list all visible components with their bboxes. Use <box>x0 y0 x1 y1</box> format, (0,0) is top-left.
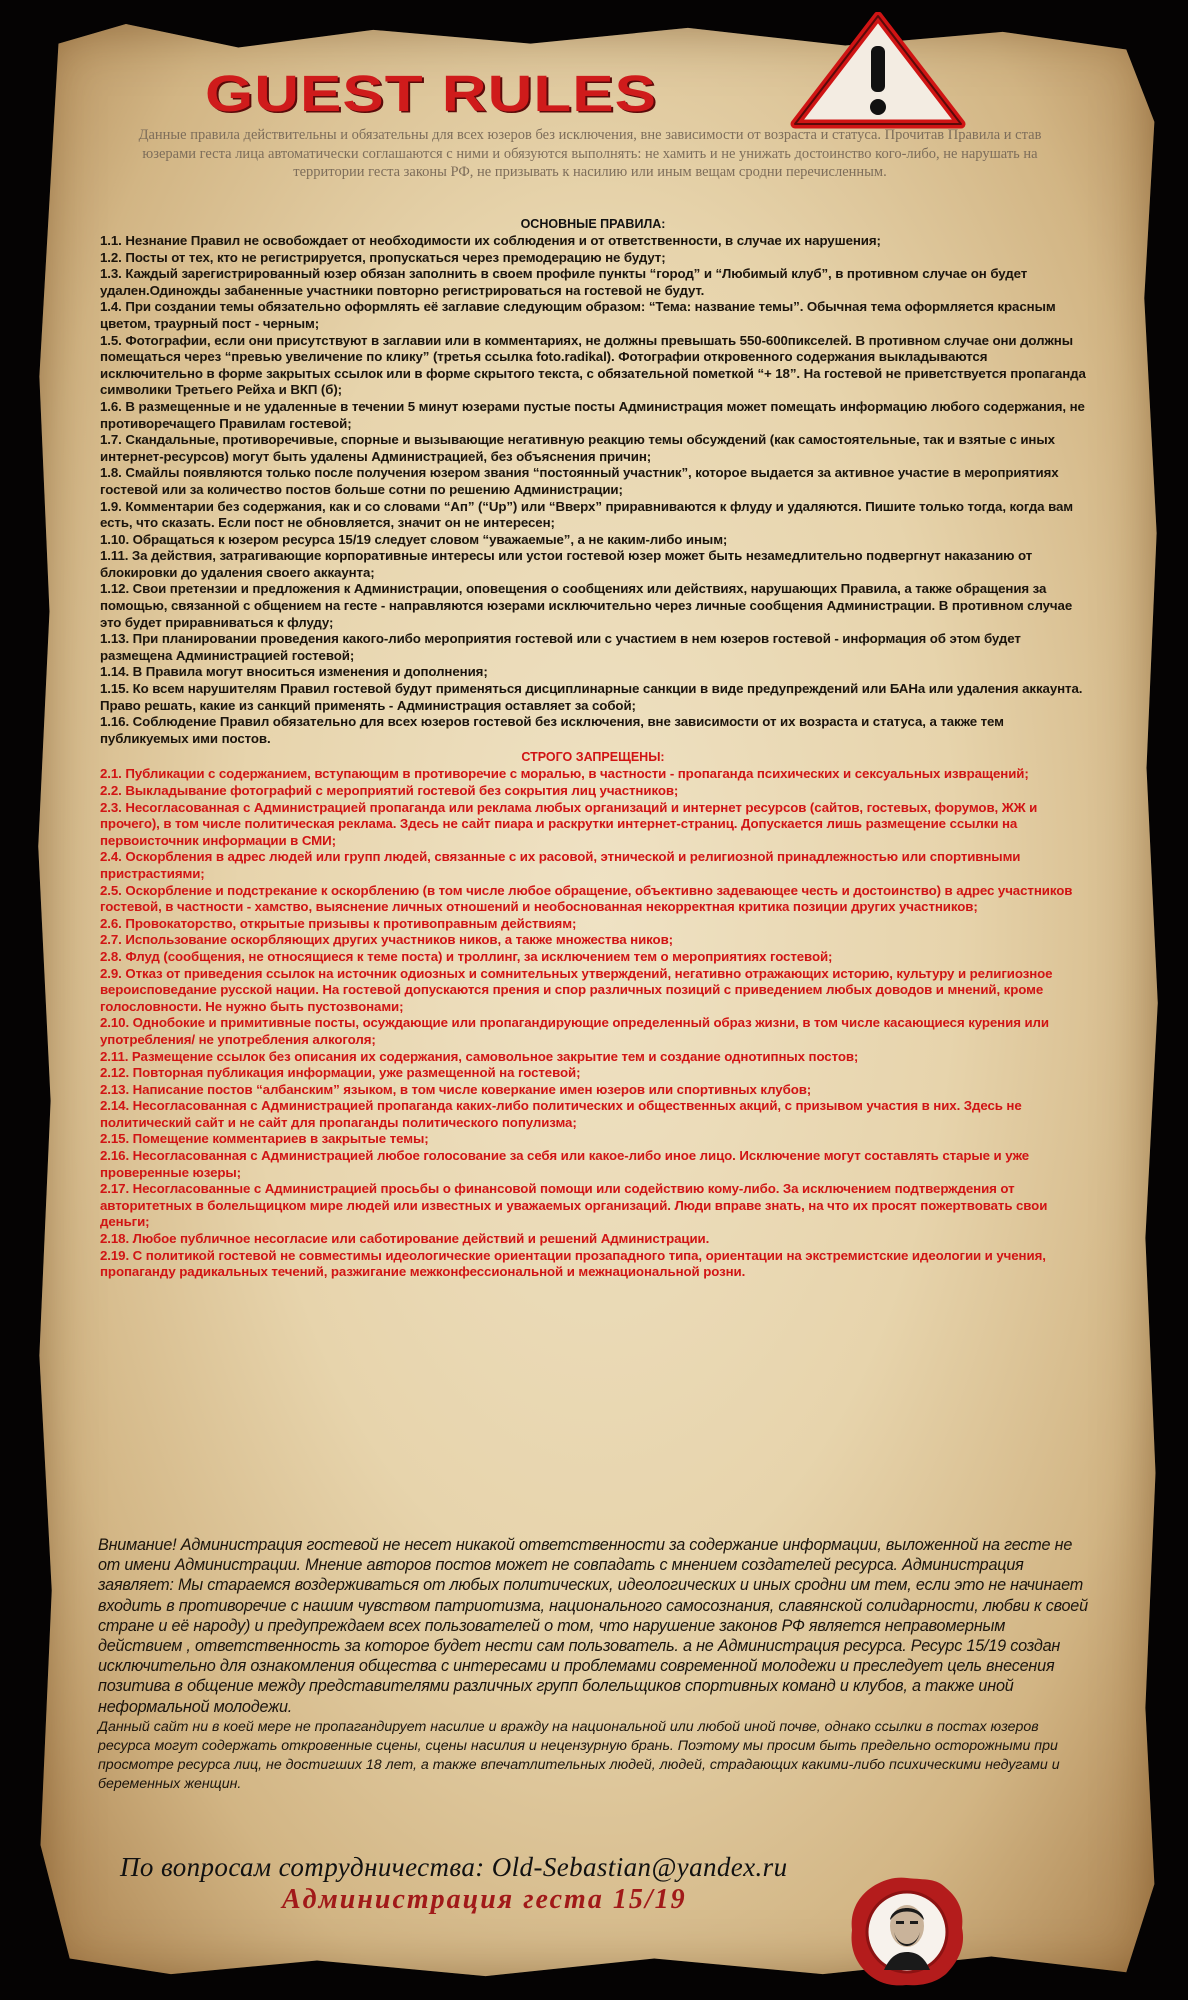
rule-item: 1.12. Свои претензии и предложения к Администрации, оповещения о сообщениях или действиях, нарушающих Правила, а также обращения за помощью, связанной с общением на гесте - направляются юзерами исключительно через личные сообщения Администрации. В противном случае это будет приравниваться к флуду; <box>100 581 1073 630</box>
site-warning-text: Данный сайт ни в коей мере не пропагандирует насилие и вражду на национальной или любой иной почве, однако ссылки в постах юзеров ресурса могут содержать откровенные сцены, сцены насилия и нецензурную брань. Поэтому мы просим быть предельно осторожными при просмотре ресурса лиц, не достигших 18 лет, а также впечатлительных людей, людей, страдающих какими-либо психическими недугами и беременных женщин. <box>98 1718 1060 1792</box>
rules-section <box>100 216 1086 1281</box>
rule-item: 1.13. При планировании проведения какого-либо мероприятия гостевой или с участием в нем юзеров гостевой - информация об этом будет размещена Администрацией гостевой; <box>100 631 1021 663</box>
rule-item: 2.2. Выкладывание фотографий с мероприятий гостевой без сокрытия лиц участников; <box>100 783 679 798</box>
rule-item: 1.1. Незнание Правил не освобождает от необходимости их соблюдения и от ответственности, в случае их нарушения; <box>100 233 881 248</box>
rule-item: 2.11. Размещение ссылок без описания их содержания, самовольное закрытие тем и создание однотипных постов; <box>100 1048 859 1064</box>
warning-triangle-icon <box>790 12 966 130</box>
rule-item: 1.10. Обращаться к юзером ресурса 15/19 следует словом “уважаемые”, а не каким-либо иным; <box>100 531 728 547</box>
rule-item: 2.17. Несогласованные с Администрацией просьбы о финансовой помощи или содействию кому-либо. За исключением подтверждения от авторитетных в болельщицком мире людей или известных и уважаемых организаций. Люди вправе знать, на что их просят пожертвовать свои деньги; <box>100 1181 1048 1230</box>
forbidden-rules-list <box>100 766 1086 1280</box>
page-title: GUEST RULES <box>205 66 657 123</box>
rule-item: 2.19. С политикой гостевой не совместимы идеологические ориентации прозападного типа, ориентации на экстремистские идеологии и учения, пропаганду радикальных течений, разжигание межконфессиональной и межнациональной розни. <box>100 1247 1046 1280</box>
administration-signature: Администрация геста 15/19 <box>282 1884 687 1915</box>
forbidden-heading: СТРОГО ЗАПРЕЩЕНЫ: <box>521 750 665 765</box>
disclaimer-section <box>98 1535 1088 1794</box>
rule-item: 1.2. Посты от тех, кто не регистрируется, пропускаться через премодерацию не будут; <box>100 249 666 265</box>
rule-item: 1.15. Ко всем нарушителям Правил гостевой будут применяться дисциплинарные санкции в виде предупреждений или БАНа или удаления аккаунта. Право решать, какие из санкций применять - Администрация оставляет за собой; <box>100 681 1083 713</box>
wax-seal-icon <box>848 1876 966 1988</box>
main-rules-heading: ОСНОВНЫЕ ПРАВИЛА: <box>520 217 666 231</box>
rule-item: 1.11. За действия, затрагивающие корпоративные интересы или устои гостевой юзер может быть незамедлительно подвергнут наказанию от блокировки до удаления своего аккаунта; <box>100 548 1033 580</box>
rule-item: 2.13. Написание постов “албанским” языком, в том числе коверкание имен юзеров или спортивных клубов; <box>100 1081 812 1097</box>
rule-item: 1.14. В Правила могут вноситься изменения и дополнения; <box>100 664 488 680</box>
rule-item: 2.18. Любое публичное несогласие или саботирование действий и решений Администрации. <box>100 1231 710 1247</box>
disclaimer-text: Внимание! Администрация гостевой не несет никакой ответственности за содержание информации, выложенной на гесте не от имени Администрации. Мнение авторов постов может не совпадать с мнением создателей ресурса. Администрация заявляет: Мы стараемся воздерживаться от любых политических, идеологических и иных сродни им тем, если это не начинает входить в противоречие с нашим чувством патриотизма, национального самосознания, славянской солидарности, любви к своей стране и её народу) и предупреждаем всех пользователей о том, что нарушение законов РФ является неправомерным действием , ответственность за которое будет нести сам пользователь. а не Администрация ресурса. Ресурс 15/19 создан исключительно для ознакомления общества с интересами и проблемами современной молодежи и преследует цель внесения позитива в общение между представителями различных групп болельщиков спортивных команд и клубов, а также иной неформальной молодежи. <box>98 1536 1088 1716</box>
rule-item: 2.12. Повторная публикация информации, уже размещенной на гостевой; <box>100 1065 581 1081</box>
rule-item: 2.10. Однобокие и примитивные посты, осуждающие или пропагандирующие определенный образ жизни, в том числе касающиеся курения или употребления/ не употребления алкоголя; <box>100 1015 1049 1047</box>
rule-item: 2.7. Использование оскорбляющих других участников ников, а также множества ников; <box>100 932 673 948</box>
main-rules-list <box>100 233 1086 747</box>
rule-item: 1.16. Соблюдение Правил обязательно для всех юзеров гостевой без исключения, вне зависимости от их возраста и статуса, а также тем публикуемых ими постов. <box>100 714 1004 746</box>
rule-item: 2.5. Оскорбление и подстрекание к оскорблению (в том числе любое обращение, объективно задевающее честь и достоинство) в адрес участников гостевой, в частности - хамство, выяснение личных отношений и необоснованная некорректная критика позиции других участников; <box>100 882 1073 915</box>
intro-text: Данные правила действительны и обязательны для всех юзеров без исключения, вне зависимости от возраста и статуса. Прочитав Правила и став юзерами геста лица автоматически соглашаются с ними и обязуются выполнять: не хамить и не унижать достоинство кого-либо, не нарушать на территории геста законы РФ, не призывать к насилию или иным вещам сродни перечисленным. <box>138 127 1042 180</box>
rule-item: 2.4. Оскорбления в адрес людей или групп людей, связанные с их расовой, этнической и религиозной принадлежностью или спортивными пристрастиями; <box>100 849 1021 881</box>
rule-item: 1.9. Комментарии без содержания, как и со словами “Ап” (“Up”) или “Вверх” приравниваются к флуду и удаляются. Пишите только тогда, когда вам есть, что сказать. Если пост не обновляется, значит он не интересен; <box>100 498 1073 531</box>
rule-item: 2.16. Несогласованная с Администрацией любое голосование за себя или какое-либо иное лицо. Исключение могут составлять старые и уже проверенные юзеры; <box>100 1148 1030 1180</box>
rule-item: 2.8. Флуд (сообщения, не относящиеся к теме поста) и троллинг, за исключением тем о мероприятиях гостевой; <box>100 948 833 964</box>
contact-line: По вопросам сотрудничества: Old-Sebastian@yandex.ru <box>120 1852 788 1882</box>
rule-item: 2.1. Публикации с содержанием, вступающим в противоречие с моралью, в частности - пропаганда психических и сексуальных извращений; <box>100 766 1029 782</box>
rule-item: 2.15. Помещение комментариев в закрытые темы; <box>100 1131 429 1147</box>
rule-item: 1.6. В размещенные и не удаленные в течении 5 минут юзерами пустые посты Администрация может помещать информацию любого содержания, не противоречащего Правилам гостевой; <box>100 398 1085 431</box>
rule-item: 2.6. Провокаторство, открытые призывы к противоправным действиям; <box>100 915 577 931</box>
rule-item: 1.5. Фотографии, если они присутствуют в заглавии или в комментариях, не должны превышать 550-600пикселей. В противном случае они должны помещаться через “превью увеличение по клику” (третья ссылка foto.radikal). Фотографии откровенного содержания выкладываются исключительно в форме закрытых ссылок или в форме скрытого текста, с обязательной пометкой “+ 18”. На гостевой не приветствуется пропаганда символики Третьего Рейха и ВКП (б); <box>100 332 1086 398</box>
rule-item: 1.4. При создании темы обязательно оформлять её заглавие следующим образом: “Тема: название темы”. Обычная тема оформляется красным цветом, траурный пост - черным; <box>100 299 1056 331</box>
rule-item: 2.3. Несогласованная с Администрацией пропаганда или реклама любых организаций и интернет ресурсов (сайтов, гостевых, форумов, ЖЖ и прочего), в том числе политическая реклама. Здесь не сайт пиара и раскрутки интернет-страниц. Допускается лишь размещение ссылки на первоисточник информации в СМИ; <box>100 799 1038 848</box>
rule-item: 2.9. Отказ от приведения ссылок на источник одиозных и сомнительных утверждений, негативно отражающих историю, культуру и религиозное вероисповедание русской нации. На гостевой допускаются прения и спор различных позиций с приведением любых доводов и мнений, кроме голословности. Не нужно быть пустозвонами; <box>100 965 1053 1014</box>
rule-item: 2.14. Несогласованная с Администрацией пропаганда каких-либо политических и общественных акций, с призывом участия в них. Здесь не политический сайт и не сайт для пропаганды политического популизма; <box>100 1098 1022 1130</box>
rule-item: 1.8. Смайлы появляются только после получения юзером звания “постоянный участник”, которое выдается за активное участие в мероприятиях гостевой или за количество постов больше сотни по решению Администрации; <box>100 465 1059 497</box>
rule-item: 1.7. Скандальные, противоречивые, спорные и вызывающие негативную реакцию темы обсуждений (как самостоятельные, так и взятые с иных интернет-ресурсов) могут быть удалены Администрацией, без объяснения причин; <box>100 432 1055 464</box>
rule-item: 1.3. Каждый зарегистрированный юзер обязан заполнить в своем профиле пункты “город” и “Любимый клуб”, в противном случае он будет удален.Одиножды забаненные участники повторно регистрироваться на гостевой не будут. <box>100 266 1028 298</box>
